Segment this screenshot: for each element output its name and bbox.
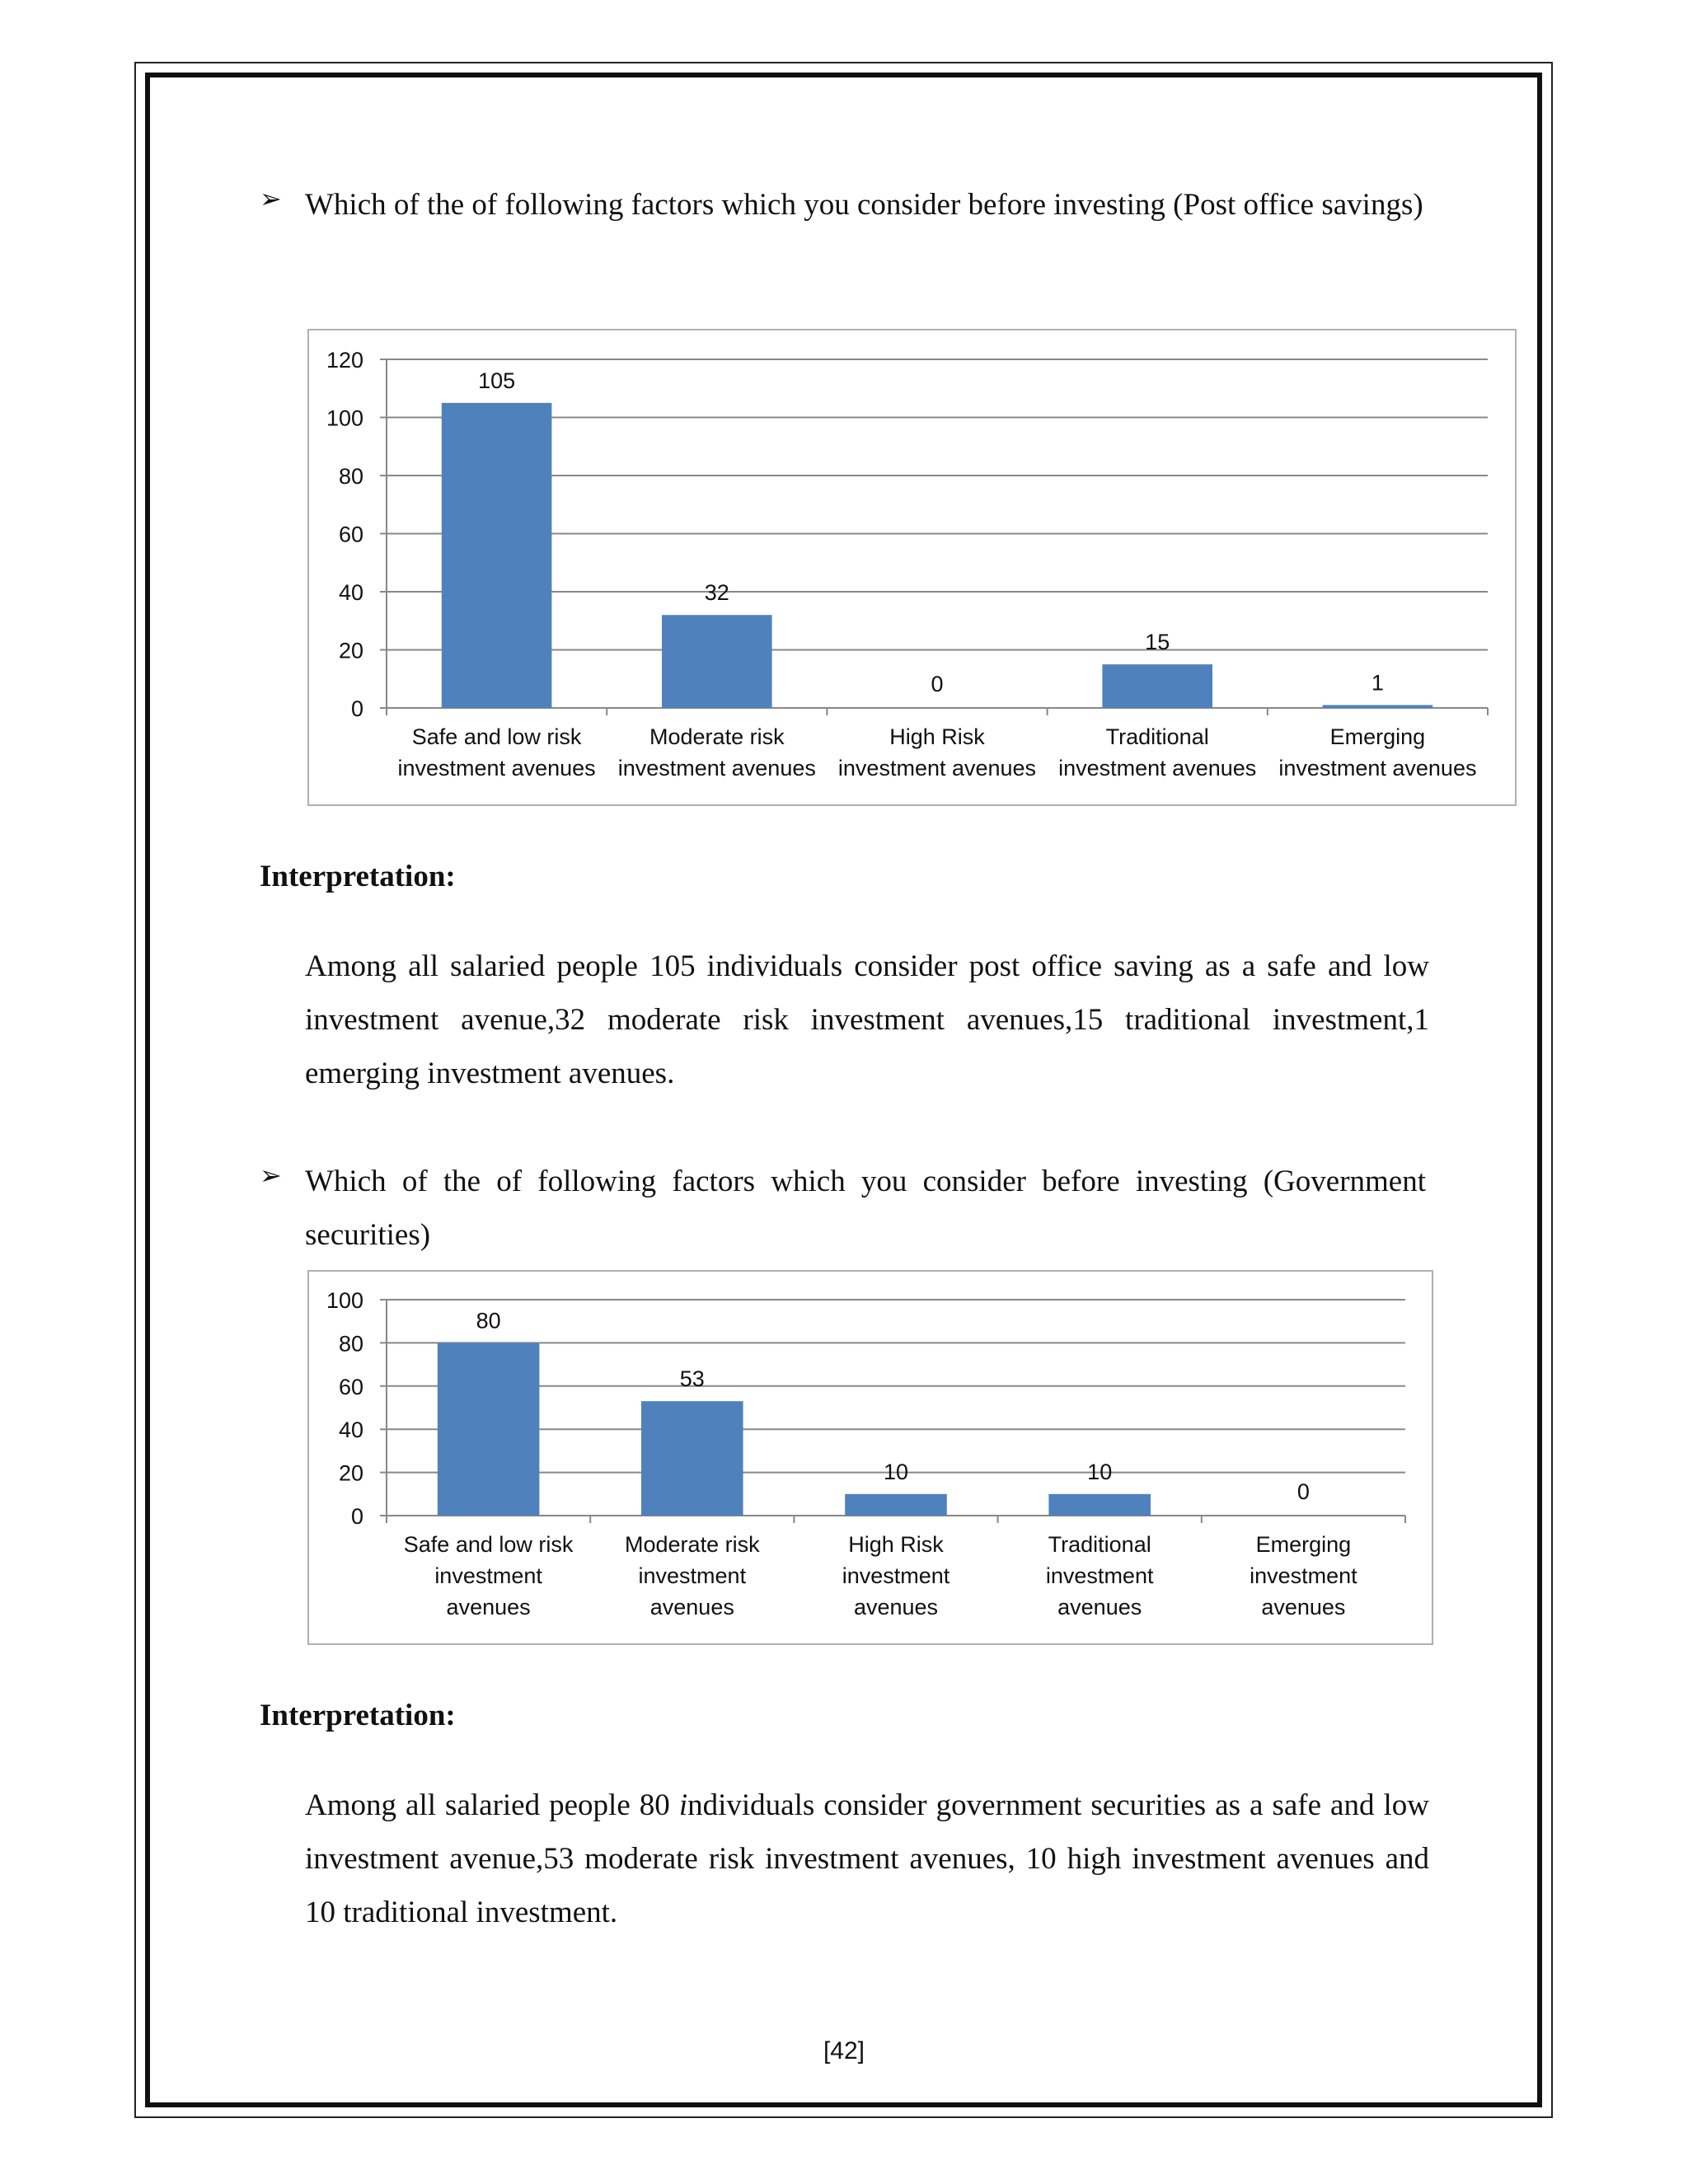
y-tick-label: 0 bbox=[350, 1504, 363, 1529]
bar bbox=[438, 1343, 540, 1516]
x-tick-label: High Risk bbox=[889, 724, 985, 749]
x-tick-label: Traditional bbox=[1105, 724, 1209, 749]
data-label: 80 bbox=[476, 1308, 501, 1333]
y-tick-label: 60 bbox=[338, 522, 363, 547]
y-tick-label: 100 bbox=[326, 405, 363, 431]
bar bbox=[662, 615, 772, 708]
x-tick-label: Moderate risk bbox=[649, 724, 785, 749]
x-tick-label: Emerging bbox=[1255, 1532, 1352, 1557]
y-tick-label: 100 bbox=[326, 1288, 363, 1313]
bar bbox=[1102, 664, 1212, 708]
x-tick-label: Emerging bbox=[1329, 724, 1426, 749]
data-label: 1 bbox=[1371, 670, 1384, 696]
interpretation-2-text-italic: i bbox=[678, 1788, 688, 1822]
x-tick-label: investment avenues bbox=[617, 756, 816, 780]
x-tick-label: investment avenues bbox=[1058, 756, 1257, 780]
x-tick-label: Safe and low risk bbox=[411, 724, 582, 749]
y-tick-label: 60 bbox=[338, 1374, 363, 1399]
x-tick-label: Traditional bbox=[1048, 1532, 1151, 1557]
data-label: 0 bbox=[1296, 1479, 1310, 1504]
x-tick-label: Safe and low risk bbox=[403, 1532, 574, 1557]
bar bbox=[442, 403, 552, 708]
bar bbox=[641, 1401, 743, 1516]
interpretation-2-heading: Interpretation: bbox=[260, 1699, 456, 1732]
data-label: 53 bbox=[679, 1366, 705, 1392]
x-tick-label: investment bbox=[1045, 1563, 1154, 1588]
x-tick-label: investment avenues bbox=[1278, 756, 1477, 780]
y-tick-label: 0 bbox=[350, 696, 363, 721]
x-tick-label: investment avenues bbox=[837, 756, 1037, 780]
x-tick-label: investment avenues bbox=[397, 756, 596, 780]
data-label: 10 bbox=[883, 1459, 909, 1484]
chart-1-container bbox=[307, 329, 1517, 806]
data-label: 32 bbox=[704, 580, 729, 606]
y-tick-label: 80 bbox=[338, 464, 363, 489]
question-2-text: Which of the of following factors which you consider before investing (Government securities) bbox=[305, 1165, 1426, 1252]
bullet-arrow-icon: ➢ bbox=[260, 1160, 282, 1191]
y-tick-label: 20 bbox=[338, 1460, 363, 1486]
x-tick-label: avenues bbox=[1261, 1595, 1346, 1619]
question-1-text: Which of the of following factors which you consider before investing (Post office savings) bbox=[305, 188, 1423, 222]
x-tick-label: avenues bbox=[853, 1595, 939, 1619]
y-tick-label: 40 bbox=[338, 1418, 363, 1443]
page-number: [42] bbox=[823, 2037, 865, 2064]
bullet-arrow-icon: ➢ bbox=[260, 183, 282, 214]
data-label: 15 bbox=[1145, 630, 1170, 655]
interpretation-2-text-end: ndividuals consider government securities as a safe and low investment avenue,53 moderate risk investment avenues, 10 high investment avenues and 10 traditional investment. bbox=[305, 1788, 1430, 1929]
data-label: 0 bbox=[931, 672, 944, 696]
bar bbox=[845, 1494, 947, 1516]
interpretation-2-text-start: Among all salaried people 80 bbox=[305, 1788, 679, 1822]
chart-2-container bbox=[307, 1270, 1433, 1645]
interpretation-2-text bbox=[305, 1779, 1429, 1939]
x-tick-label: investment bbox=[1250, 1563, 1357, 1588]
bar bbox=[1323, 705, 1433, 708]
chart-1-svg bbox=[309, 330, 1515, 804]
chart-2-svg bbox=[309, 1272, 1432, 1643]
data-label: 105 bbox=[478, 368, 516, 393]
interpretation-1-text: Among all salaried people 105 individuals consider post office saving as a safe and low investment avenue,32 moderate risk investment avenues,15 traditional investment,1 emerging investment avenues. bbox=[305, 949, 1429, 1090]
x-tick-label: Moderate risk bbox=[625, 1532, 760, 1557]
y-tick-label: 120 bbox=[326, 348, 363, 373]
x-tick-label: High Risk bbox=[848, 1532, 944, 1557]
x-tick-label: avenues bbox=[446, 1595, 531, 1619]
bar bbox=[1048, 1494, 1151, 1516]
interpretation-1-heading: Interpretation: bbox=[260, 860, 456, 893]
x-tick-label: investment bbox=[638, 1563, 747, 1588]
x-tick-label: investment bbox=[842, 1563, 950, 1588]
x-tick-label: avenues bbox=[1057, 1595, 1142, 1619]
y-tick-label: 80 bbox=[338, 1331, 363, 1357]
y-tick-label: 20 bbox=[338, 638, 363, 663]
y-tick-label: 40 bbox=[338, 580, 363, 605]
x-tick-label: avenues bbox=[649, 1595, 734, 1619]
data-label: 10 bbox=[1087, 1459, 1113, 1484]
x-tick-label: investment bbox=[434, 1563, 542, 1588]
